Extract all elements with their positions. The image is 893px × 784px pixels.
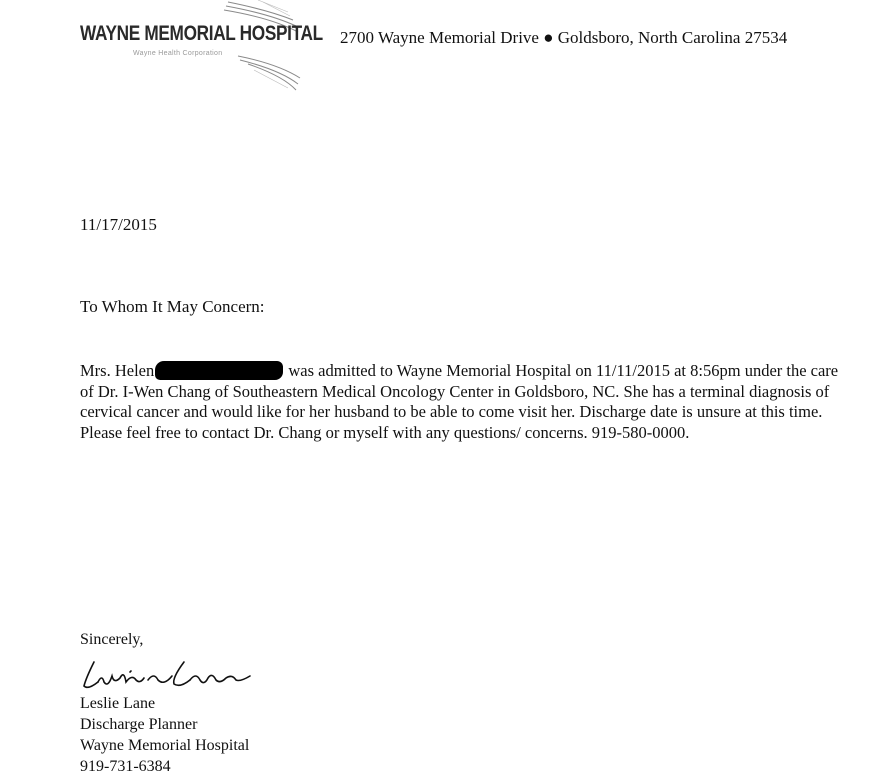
- letter-body: [80, 361, 855, 443]
- hospital-logo: [78, 0, 323, 92]
- signer-name: Leslie Lane: [80, 695, 156, 712]
- patient-prefix: Mrs. Helen: [80, 361, 155, 380]
- signer-organization: Wayne Memorial Hospital: [80, 737, 250, 754]
- signer-title: Discharge Planner: [80, 716, 198, 733]
- closing: Sincerely,: [80, 631, 144, 648]
- letter-body-text: was admitted to Wayne Memorial Hospital on 11/11/2015 at 8:56pm under the care of Dr. I-Wen Chang of Southeastern Medical Oncology Center in Goldsboro, NC. She has a terminal diagnosis of cervical cancer and would like for her husband to be able to come visit her. Discharge date is unsure at this time. Please feel free to contact Dr. Chang or myself with any questions/ concerns. 919-580-0000.: [80, 361, 839, 442]
- salutation: To Whom It May Concern:: [80, 297, 265, 316]
- logo-tagline: Wayne Health Corporation: [133, 50, 223, 57]
- letter-date: 11/17/2015: [80, 215, 157, 234]
- handwritten-signature: [80, 652, 260, 699]
- hospital-address: 2700 Wayne Memorial Drive ● Goldsboro, North Carolina 27534: [340, 28, 788, 47]
- logo-name: WAYNE MEMORIAL HOSPITAL: [80, 22, 323, 45]
- signature-block: [80, 693, 249, 777]
- redaction-bar: [155, 361, 283, 380]
- logo-swoosh-graphic: [78, 0, 318, 92]
- signer-phone: 919-731-6384: [80, 758, 171, 775]
